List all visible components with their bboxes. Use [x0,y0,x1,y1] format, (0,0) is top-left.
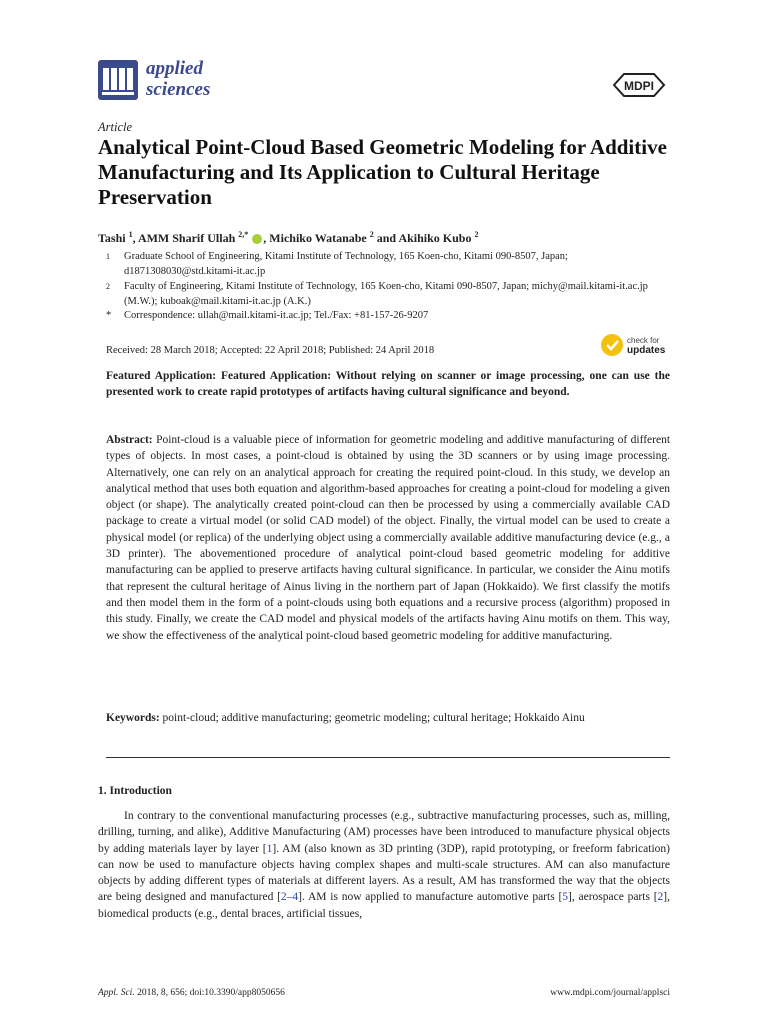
intro-text: ], biomedical products (e.g., dental braces, artificial tissues, [98,891,670,920]
author-sup: 2 [369,230,374,239]
citation-link[interactable]: 2–4 [280,891,299,904]
correspondence [106,309,666,325]
abstract-text: Point-cloud is a valuable piece of information for geometric modeling and additive manufacturing of different types of objects. In most cases, a point-cloud is obtained by using the 3D scanners or by using image processing. Alternatively, one can rely on an analytical approach for creating the required point-cloud. In this study, we develop an analytical method that uses both equation and algorithm-based approaches for creating a point-cloud for modeling a given object (or shape). The analytically created point-cloud can then be processed by using a commercially available CAD package to create a virtual model (or solid CAD model) of the object. Finally, the virtual model can be used to create a physical model (or replica) of the underlying object using a commercially available additive manufacturing device (e.g., a 3D printer). The abovementioned procedure of analytical point-cloud based geometric modeling for additive manufacturing can be applied to preserve artifacts having cultural significance. In particular, we consider the Ainu motifs that represent the cultural heritage of Ainus living in the northern part of Japan (Hokkaido). We first classify the motifs and then model them in the form of a point-clouds using both equations and a recursive process (algorithm) proposed in this study. Finally, we create the CAD model and physical models of the artifacts having Ainu motifs on them. This way, we show the effectiveness of the analytical point-cloud based geometric modeling for additive manufacturing. [106,434,671,642]
affiliation-2 [106,280,666,310]
intro-text: ]. AM is now applied to manufacture automotive parts [ [298,891,563,904]
article-type: Article [98,120,133,134]
affiliation-text: Correspondence: ullah@mail.kitami-it.ac.jp; Tel./Fax: +81-157-26-9207 [124,310,429,321]
publisher-name: MDPI [624,79,654,93]
footer-citation [98,988,285,998]
affiliation-text: Graduate School of Engineering, Kitami Institute of Technology, 165 Koen-cho, Kitami 090-8507, Japan; d1871308030@std.kitami-it.ac.jp [124,251,568,277]
check-for-updates-badge[interactable] [600,332,672,358]
section-heading: 1. Introduction [98,785,172,797]
publication-dates: Received: 28 March 2018; Accepted: 22 April 2018; Published: 24 April 2018 [106,345,435,356]
author-sup: 2,* [238,230,249,239]
paper-title: Analytical Point-Cloud Based Geometric Modeling for Additive Manufacturing and Its Application to Cultural Heritage Preservation [98,135,667,209]
footer-url[interactable]: www.mdpi.com/journal/applsci [550,988,670,998]
affiliation-number: 2 [106,282,110,291]
orcid-icon[interactable] [252,234,262,244]
author-name: AMM Sharif Ullah [137,231,236,245]
intro-text: In contrary to the conventional manufacturing processes (e.g., subtractive manufacturing processes, such as, milling, drilling, turning, and alike), Additive Manufacturing (AM) processes have been introduced to manufacture physical objects by adding materials layer by layer [ [98,810,670,855]
author-name: Akihiko Kubo [398,231,472,245]
author-sup: 2 [474,230,479,239]
author-list: Tashi $^1$, AMM Sharif Ullah $^{2,*}$ , Michiko Watanabe $^2$ and Akihiko Kubo $^2$ [98,230,479,245]
affiliation-text: Faculty of Engineering, Kitami Institute of Technology, 165 Koen-cho, Kitami 090-8507, Japan; michy@mail.kitami-it.ac.jp (M.W.); kuboak@mail.kitami-it.ac.jp (A.K.) [124,281,648,307]
journal-logo-icon [98,60,138,100]
footer-journal-abbr: Appl. Sci. [98,988,135,998]
footer-citation-text: 2018, 8, 656; doi:10.3390/app8050656 [137,988,285,998]
author-name: Michiko Watanabe [269,231,367,245]
intro-text: ]. AM (also known as 3D printing (3DP), rapid prototyping, or freeform fabrication) can now be used to manufacture objects having complex shapes and multi-scale structures. AM can also manufacture objects by adding different types of materials at different layers. As a result, AM has transformed the way that the objects are being designed and manufactured [ [98,842,670,904]
affiliation-number: 1 [106,252,110,261]
keywords [106,710,670,726]
check-badge-line2: updates [627,345,666,356]
journal-name-line1: applied [146,58,203,79]
keywords-label: Keywords: [106,712,160,724]
author-sup: 1 [128,230,133,239]
journal-name [146,58,210,100]
affiliation-number: * [106,310,112,321]
divider [106,757,670,758]
citation-link[interactable]: 1 [266,842,273,855]
citation-link[interactable]: 5 [562,891,569,904]
abstract [106,432,670,644]
check-badge-line1: check for [627,336,660,345]
mdpi-logo [610,70,668,100]
featured-application: Featured Application: Featured Application: Without relying on scanner or image processing, one can use the presented work to create rapid prototypes of artifacts having cultural significance and beyond. [106,370,670,399]
intro-text: ], aerospace parts [ [568,891,658,904]
intro-paragraph [98,808,670,922]
citation-link[interactable]: 2 [657,891,664,904]
keywords-text: point-cloud; additive manufacturing; geometric modeling; cultural heritage; Hokkaido Ainu [162,712,585,724]
affiliation-1 [106,250,666,280]
journal-name-line2: sciences [146,79,211,100]
abstract-label: Abstract: [106,434,153,446]
author-name: Tashi [98,231,126,245]
